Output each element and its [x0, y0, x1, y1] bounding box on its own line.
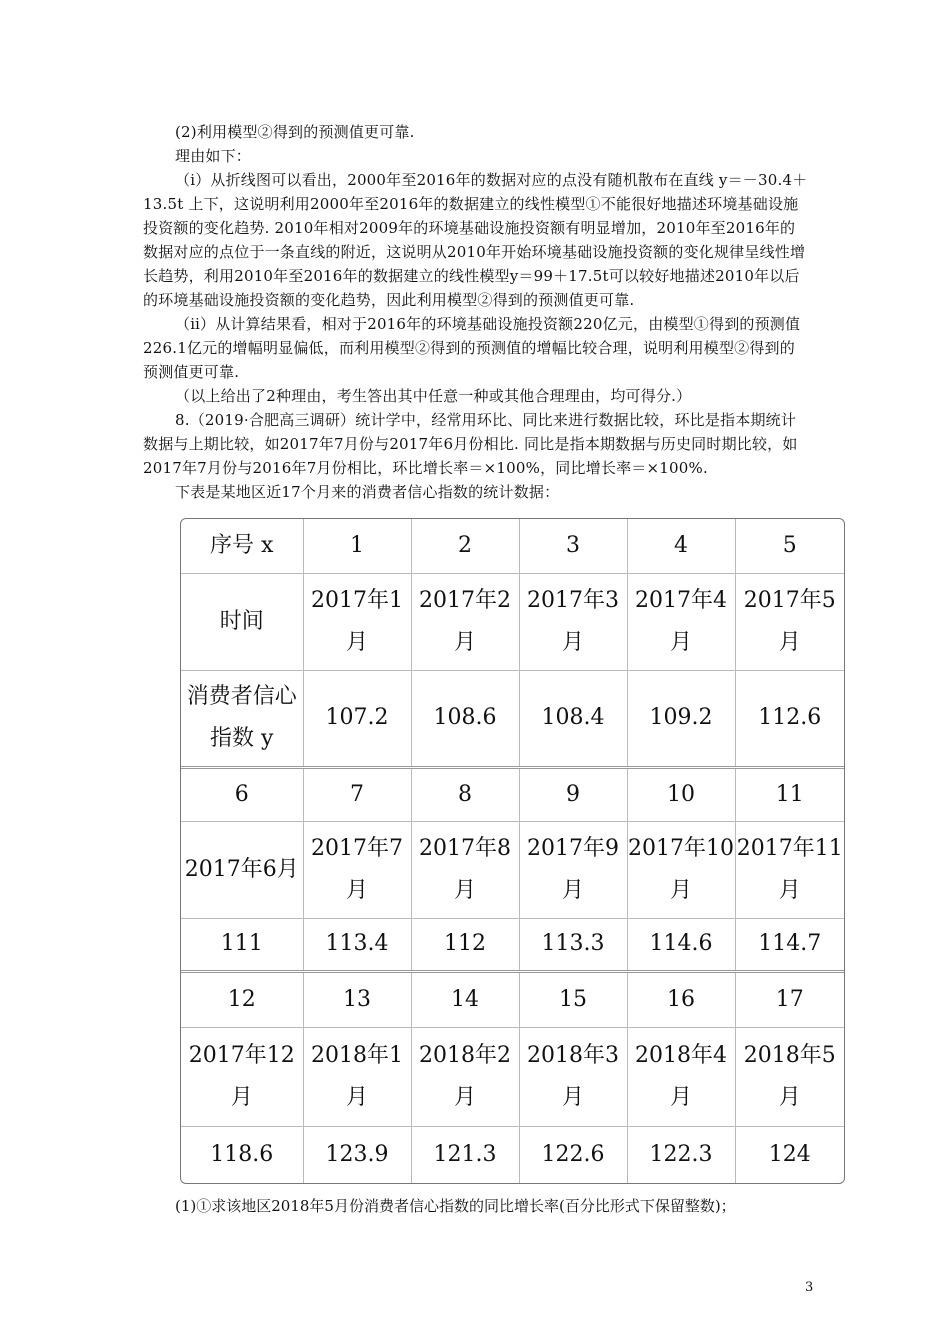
- table-row-y-2: [181, 919, 844, 971]
- table-cell: 2018年2月: [411, 1028, 519, 1127]
- table-cell: 12: [181, 971, 303, 1028]
- paragraph-conclusion: (2)利用模型②得到的预测值更可靠.: [175, 123, 415, 141]
- table-row-y-3: [181, 1126, 844, 1183]
- answer-text: [143, 120, 810, 504]
- table-cell: 13: [303, 971, 411, 1028]
- table-cell: 2017年1月: [303, 573, 411, 670]
- table-cell: 111: [181, 919, 303, 971]
- question-text: (1)①求该地区2018年5月份消费者信心指数的同比增长率(百分比形式下保留整数)；: [175, 1197, 736, 1215]
- table-cell: 114.6: [627, 919, 735, 971]
- table-cell: 16: [627, 971, 735, 1028]
- table-cell: 2017年11月: [735, 822, 844, 919]
- table-row-time-3: [181, 1028, 844, 1127]
- paragraph-reason-1: （ⅰ）从折线图可以看出，2000年至2016年的数据对应的点没有随机散布在直线 y＝－30.4＋13.5t 上下，这说明利用2000年至2016年的数据建立的线性模型①不能很好地描述环境基础设施投资额的变化趋势. 2010年相对2009年的环境基础设施投资额有明显增加，2010年至2016年的数据对应的点位于一条直线的附近，这说明从2010年开始环境基础设施投资额的变化规律呈线性增长趋势，利用2010年至2016年的数据建立的线性模型y＝99＋17.5t可以较好地描述2010年以后的环境基础设施投资额的变化趋势，因此利用模型②得到的预测值更可靠.: [143, 171, 808, 309]
- table-cell: 10: [627, 767, 735, 821]
- table-cell: 123.9: [303, 1126, 411, 1183]
- table-cell: 112: [411, 919, 519, 971]
- table-cell: 2017年2月: [411, 573, 519, 670]
- table-cell: 121.3: [411, 1126, 519, 1183]
- table-cell: 17: [735, 971, 844, 1028]
- table-cell: 2017年5月: [735, 573, 844, 670]
- table-cell: 11: [735, 767, 844, 821]
- table-cell: 15: [519, 971, 627, 1028]
- paragraph-reason-2: （ⅱ）从计算结果看，相对于2016年的环境基础设施投资额220亿元，由模型①得到的预测值226.1亿元的增幅明显偏低，而利用模型②得到的预测值的增幅比较合理，说明利用模型②得到的预测值更可靠.: [143, 315, 801, 381]
- table-row-time-1: [181, 573, 844, 670]
- header-time: 时间: [181, 573, 303, 670]
- table-cell: 108.6: [411, 670, 519, 767]
- table-cell: 114.7: [735, 919, 844, 971]
- table-cell: 3: [519, 519, 627, 573]
- table-cell: 2018年4月: [627, 1028, 735, 1127]
- consumer-confidence-table: [180, 518, 845, 1184]
- table-cell: 9: [519, 767, 627, 821]
- table-cell: 14: [411, 971, 519, 1028]
- header-y: 消费者信心指数 y: [181, 670, 303, 767]
- table-cell: 2017年12月: [181, 1028, 303, 1127]
- table-cell: 118.6: [181, 1126, 303, 1183]
- table-cell: 2018年1月: [303, 1028, 411, 1127]
- table-cell: 2: [411, 519, 519, 573]
- table-cell: 107.2: [303, 670, 411, 767]
- paragraph-reason-intro: 理由如下：: [175, 147, 252, 165]
- table-cell: 7: [303, 767, 411, 821]
- paragraph-problem-8: 8.（2019·合肥高三调研）统计学中，经常用环比、同比来进行数据比较，环比是指本期统计数据与上期比较，如2017年7月份与2017年6月份相比. 同比是指本期数据与历史同时期比较，如2017年7月份与2016年7月份相比，环比增长率＝×100%，同比增长率＝×100%.: [143, 411, 798, 477]
- table-row-y-1: [181, 670, 844, 767]
- table-cell: 2018年3月: [519, 1028, 627, 1127]
- page-number: 3: [805, 1280, 814, 1295]
- table-cell: 4: [627, 519, 735, 573]
- table-cell: 8: [411, 767, 519, 821]
- table-cell: 5: [735, 519, 844, 573]
- table-cell: 109.2: [627, 670, 735, 767]
- table-row-x-1: [181, 519, 844, 573]
- table-cell: 122.3: [627, 1126, 735, 1183]
- table-row-time-2: [181, 822, 844, 919]
- paragraph-note: （以上给出了2种理由，考生答出其中任意一种或其他合理理由，均可得分.）: [175, 387, 692, 405]
- table-cell: 2017年9月: [519, 822, 627, 919]
- table-cell: 2017年6月: [181, 822, 303, 919]
- table-cell: 124: [735, 1126, 844, 1183]
- table-cell: 2017年3月: [519, 573, 627, 670]
- table-cell: 2017年8月: [411, 822, 519, 919]
- table-row-x-2: [181, 767, 844, 821]
- table-cell: 122.6: [519, 1126, 627, 1183]
- table-cell: 2017年7月: [303, 822, 411, 919]
- table-cell: 113.4: [303, 919, 411, 971]
- table-cell: 112.6: [735, 670, 844, 767]
- table-cell: 1: [303, 519, 411, 573]
- table-cell: 113.3: [519, 919, 627, 971]
- header-x: 序号 x: [181, 519, 303, 573]
- table-cell: 2018年5月: [735, 1028, 844, 1127]
- table-cell: 2017年4月: [627, 573, 735, 670]
- table-row-x-3: [181, 971, 844, 1028]
- table-cell: 2017年10月: [627, 822, 735, 919]
- table-cell: 108.4: [519, 670, 627, 767]
- table-cell: 6: [181, 767, 303, 821]
- paragraph-table-intro: 下表是某地区近17个月来的消费者信心指数的统计数据：: [175, 483, 560, 501]
